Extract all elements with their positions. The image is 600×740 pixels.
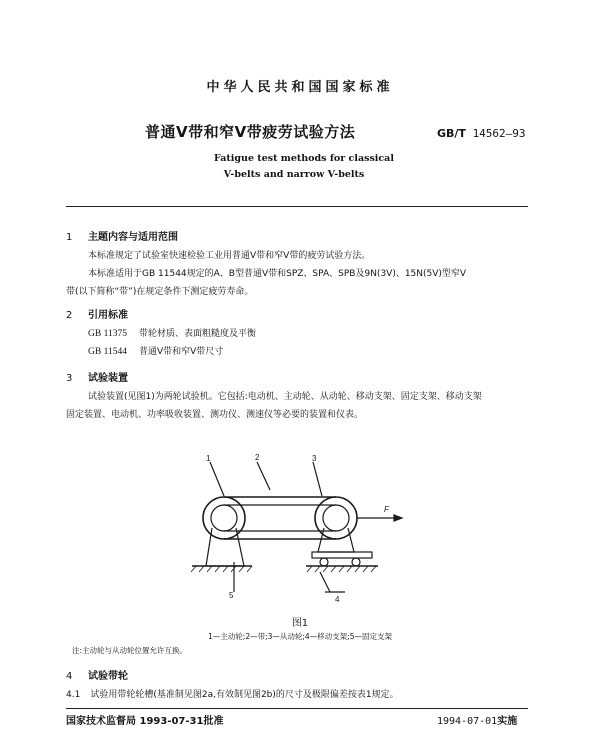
- standard-header: 中华人民共和国国家标准: [206, 80, 394, 95]
- document-title: 普通V带和窄V带疲劳试验方法: [145, 123, 356, 141]
- figure-label-2: 2: [255, 453, 260, 462]
- driven-pulley-hub: [323, 505, 349, 531]
- section-2-number: 2: [66, 310, 73, 321]
- implementation-label: 实施: [497, 716, 518, 727]
- section-3-paragraph-line2: 固定装置、电动机、功率吸收装置、测功仪、测速仪等必要的装置和仪表。: [66, 410, 364, 420]
- figure-label-4: 4: [335, 595, 340, 604]
- clause-4-1-text: 试验用带轮轮槽(基准制见图2a,有效制见图2b)的尺寸及极限偏差按表1规定。: [90, 690, 399, 700]
- clause-4-1-number: 4.1: [66, 690, 81, 700]
- carriage-wheel: [320, 558, 328, 566]
- english-title-line1: Fatigue test methods for classical: [214, 153, 394, 164]
- section-1-paragraph-2-line1: 本标准适用于GB 11544规定的A、B型普通V带和SPZ、SPA、SPB及9N(3V)、15N(5V)型窄V: [88, 269, 467, 279]
- driving-pulley: [203, 497, 245, 539]
- section-1-paragraph-2-line2: 带(以下简称“带”)在规定条件下测定疲劳寿命。: [66, 287, 254, 297]
- section-3-title: 试验装置: [88, 373, 128, 384]
- english-title-line2: V-belts and narrow V-belts: [223, 169, 365, 180]
- clause-4-1: [66, 686, 399, 704]
- implementation-line: [437, 712, 517, 727]
- section-1-paragraph-1: 本标准规定了试验室快速检验工业用普通V带和窄V带的疲劳试验方法。: [88, 251, 371, 261]
- driven-pulley: [315, 497, 357, 539]
- carriage-wheel: [352, 558, 360, 566]
- section-2-title: 引用标准: [88, 310, 128, 321]
- implementation-date: 1994-07-01: [437, 716, 498, 727]
- driving-pulley-hub: [211, 505, 237, 531]
- figure-label-3: 3: [312, 454, 317, 463]
- standard-code-number: 14562—93: [472, 127, 526, 140]
- leader-line: [257, 462, 270, 490]
- figure-1-legend: 1—主动轮;2—带;3—从动轮;4—移动支架;5—固定支架: [208, 632, 392, 641]
- section-3-paragraph-line1: 试验装置(见图1)为两轮试验机。它包括:电动机、主动轮、从动轮、移动支架、固定支架、移动支架: [88, 392, 482, 402]
- reference-code: GB 11544: [88, 347, 127, 357]
- section-3-number: 3: [66, 373, 73, 384]
- section-1-title: 主题内容与适用范围: [88, 232, 178, 243]
- section-4-number: 4: [66, 671, 73, 682]
- figure-label-5: 5: [229, 591, 234, 600]
- footer-divider: [66, 708, 528, 709]
- section-4-heading: [66, 667, 128, 682]
- figure-1-title: 图1: [291, 618, 309, 629]
- section-1-number: 1: [66, 232, 73, 243]
- standard-code-prefix: GB/T: [437, 127, 466, 140]
- reference-code: GB 11375: [88, 329, 127, 339]
- ground-hatch: [191, 566, 376, 572]
- leader-line: [320, 572, 330, 592]
- force-arrowhead: [394, 515, 402, 521]
- approval-line: 国家技术监督局 1993-07-31批准: [66, 716, 224, 727]
- leader-line: [210, 462, 224, 496]
- reference-title: 普通V带和窄V带尺寸: [138, 347, 224, 357]
- reference-title: 带轮材质、表面粗糙度及平衡: [138, 329, 256, 339]
- figure-label-1: 1: [206, 454, 211, 463]
- moving-carriage: [312, 552, 372, 558]
- figure-label-force: F: [384, 505, 389, 514]
- figure-1-note: 注:主动轮与从动轮位置允许互换。: [72, 646, 188, 655]
- section-4-title: 试验带轮: [88, 671, 128, 682]
- leader-line: [313, 462, 322, 496]
